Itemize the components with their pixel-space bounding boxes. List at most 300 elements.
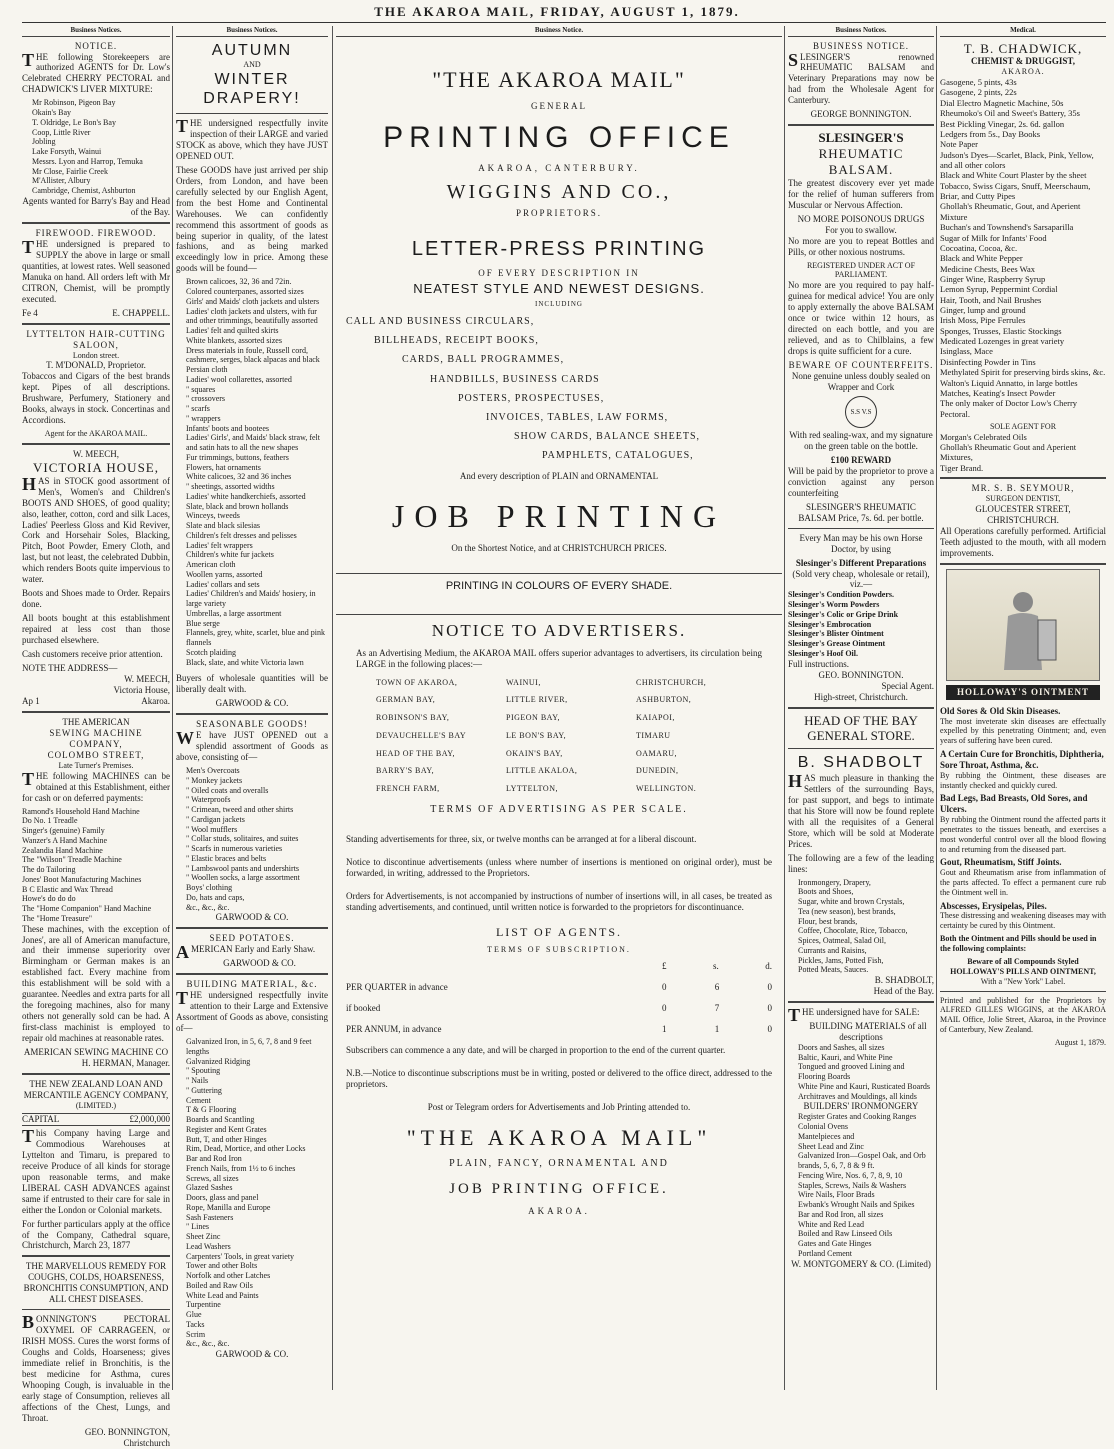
gout-title: Gout, Rheumatism, Stiff Joints. [940, 857, 1062, 868]
list-item: Butt, T, and other Hinges [186, 1134, 267, 1144]
column-5 [940, 26, 1106, 1390]
sewing-title-3: COLOMBO STREET, [47, 749, 145, 760]
list-item: Slate and black silesias [186, 521, 260, 531]
sewing-title-2: SEWING MACHINE COMPANY, [49, 727, 143, 749]
currency-shillings: s. [712, 961, 719, 972]
list-item: Ladies' cloth jackets and ulsters, with fur and other trimmings, beautifully assorted [186, 306, 318, 326]
post-telegram-note: Post or Telegram orders for Advertisements and Job Printing attended to. [427, 1101, 691, 1112]
list-item: Gasogene, 2 pints, 22s [940, 87, 1017, 98]
list-item: Disinfecting Powder in Tins [940, 356, 1036, 367]
list-item: Doors, glass and panel [186, 1193, 259, 1203]
list-item: Boots and Shoes, [798, 887, 854, 897]
job-printing-office: JOB PRINTING OFFICE. [449, 1180, 669, 1197]
subscription-label: if booked [346, 1003, 381, 1014]
lines-list [788, 878, 934, 976]
list-item: Tower and other Bolts [186, 1261, 258, 1271]
list-item: Morgan's Celebrated Oils [940, 431, 1027, 442]
seed-body: AMERICAN Early and Early Shaw. [176, 942, 316, 963]
neatest-style: NEATEST STYLE AND NEWEST DESIGNS. [413, 280, 705, 296]
gloucester-label: GLOUCESTER STREET, [975, 503, 1071, 514]
both-title: Both the Ointment and Pills should be used in the following complaints: [940, 933, 1097, 953]
list-item: Men's Overcoats [186, 766, 240, 776]
place-item: BARRY'S BAY, [376, 766, 435, 776]
seal-icon [845, 396, 877, 428]
place-label: AKAROA, CANTERBURY. [478, 162, 640, 173]
subscription-amount: 1 [714, 1024, 720, 1035]
places-grid [336, 678, 782, 794]
remedy-title: THE MARVELLOUS REMEDY FOR COUGHS, COLDS, HOARSENESS, BRONCHITIS CONSUMPTION, AND ALL CHEST DISEASES. [23, 1261, 169, 1305]
balsam-title: RHEUMATIC BALSAM. [818, 146, 904, 178]
list-item: The do Tailoring [22, 865, 76, 875]
list-item: " Woollen socks, a large assortment [186, 873, 300, 883]
list-item: Jobling [32, 137, 56, 147]
column-header: Business Notice. [336, 26, 782, 37]
column-header: Medical. [940, 26, 1106, 37]
list-item: Galvanized Iron—Gospel Oak, and Orb brands, 5, 6, 7, 8 & 9 ft. [798, 1151, 926, 1171]
list-item: Register Grates and Cooking Ranges [798, 1112, 917, 1122]
nz-title-1: THE NEW ZEALAND LOAN AND [29, 1079, 163, 1090]
agents-wanted: Agents wanted for Barry's Bay and Head of the Bay. [22, 195, 170, 217]
list-item: Do No. 1 Treadle [22, 816, 78, 826]
list-item: Norfolk and other Latches [186, 1271, 271, 1281]
nz-limited: (LIMITED.) [75, 1101, 117, 1111]
sores-title: Old Sores & Old Skin Diseases. [940, 705, 1061, 716]
list-item: Architraves and Mouldings, all kinds [798, 1091, 917, 1101]
list-item: Sheet Lead and Zinc [798, 1141, 864, 1151]
list-item: Lemon Syrup, Peppermint Cordial [940, 284, 1058, 295]
printing-colours: PRINTING IN COLOURS OF EVERY SHADE. [445, 580, 673, 593]
terms-of-subscription: TERMS OF SUBSCRIPTION. [487, 945, 631, 955]
place-item: GERMAN BAY, [376, 695, 436, 705]
subscribers-note: Subscribers can commence a any date, and will be charged in proportion to the end of the current quarter. [346, 1045, 726, 1056]
subscription-amount: 0 [662, 1003, 667, 1014]
victoria-body-4: Cash customers receive prior attention. [22, 649, 163, 660]
bonnington-body: BONNINGTON'S PECTORAL OXYMEL OF CARRAGEEN, or IRISH MOSS. Cures the worst forms of Coughs and Colds, Hoarseness; gives immediate relief in Bronchitis, is the best medicine for Asthma, cures Whooping Cough, is invaluable in the early stage of Consumption, relieves all affections of the Chest, Lungs, and Throat. [22, 1312, 170, 1424]
list-item: Sugar, white and brown Crystals, [798, 897, 905, 907]
service-item: PAMPHLETS, CATALOGUES, [542, 450, 694, 462]
list-item: Winceys, tweeds [186, 511, 240, 521]
victoria-note: NOTE THE ADDRESS— [22, 663, 118, 674]
nz-capital-label: CAPITAL [22, 1113, 60, 1124]
list-item: Ginger, lump and ground [940, 305, 1026, 316]
building-list [176, 1037, 328, 1349]
list-item: Brown calicoes, 32, 36 and 72in. [186, 277, 292, 287]
column-header: Business Notices. [22, 26, 170, 37]
list-item: Dress materials in foule, Russell cord, cashmere, serges, black alpacas and black Persian cloth [186, 345, 320, 375]
column-4 [788, 26, 934, 1390]
bronchitis-body: By rubbing the Ointment, these diseases are instantly checked and quickly cured. [940, 770, 1106, 790]
subscription-label: PER ANNUM, in advance [346, 1024, 442, 1035]
list-item: Lake Forsyth, Wainui [32, 147, 102, 157]
list-item: " Oiled coats and overalls [186, 785, 269, 795]
akaroa-mail-title: "THE AKAROA MAIL" [432, 66, 686, 92]
legs-body: By rubbing the Ointment round the affected parts it penetrates to the tissues beneath, and exercises a most wonderful control over all the blood flowing to and returning from the diseased part. [940, 815, 1106, 854]
list-item: Howe's do do do [22, 894, 76, 904]
subscription-amount: 0 [767, 1024, 772, 1035]
beware-title: BEWARE OF COUNTERFEITS. [788, 359, 934, 370]
list-item: Slesinger's Colic or Gripe Drink [788, 609, 899, 619]
chadwick-title: T. B. CHADWICK, [963, 40, 1083, 56]
akaroa-mail-footer-title: "THE AKAROA MAIL" [406, 1124, 712, 1150]
list-item: Best Pickling Vinegar, 2s. 6d. gallon [940, 118, 1065, 129]
list-item: Slesinger's Embrocation [788, 619, 872, 629]
sole-agent: SOLE AGENT FOR [989, 421, 1057, 431]
place-item: HEAD OF THE BAY, [376, 748, 455, 758]
service-item: POSTERS, PROSPECTUSES, [458, 392, 605, 404]
list-item: Slate, black and brown hollands [186, 501, 289, 511]
list-item: " Elastic braces and belts [186, 853, 267, 863]
list-item: Black and White Court Plaster by the sheet [940, 170, 1087, 181]
list-item: Wanzer's A Hand Machine [22, 835, 107, 845]
subscription-table [336, 982, 782, 1035]
list-item: Flowers, hat ornaments [186, 462, 261, 472]
list-item: Galvanized Ridging [186, 1056, 251, 1066]
list-item: Ewbank's Wrought Nails and Spikes [798, 1200, 915, 1210]
service-item: CARDS, BALL PROGRAMMES, [402, 354, 565, 366]
currency-pounds: £ [662, 961, 667, 972]
list-item: Sheet Zinc [186, 1232, 221, 1242]
no-more-body-2: No more are you required to pay half-guinea for medical advice! You are only to apply externally the above BALSAM once or twice within 12 hours, as directed on each bottle, and you are relieved, and as to Chilblains, a few drops is quite sufficient for a cure. [788, 280, 934, 356]
saloon-title: LYTTELTON HAIR-CUTTING SALOON, [26, 328, 166, 350]
list-item: Ladies' felt wrappers [186, 540, 253, 550]
list-item: Staples, Screws, Nails & Washers [798, 1180, 907, 1190]
list-item: White and Red Lead [798, 1219, 864, 1229]
firewood-sig: E. CHAPPELL. [112, 307, 170, 318]
discontinue-notice: Notice to discontinue advertisements (unless where number of insertions is mentioned on original order), must be forwarded, in writing, addressed to the Proprietors. [346, 856, 772, 878]
list-item: B C Elastic and Wax Thread [22, 884, 113, 894]
firm-name: WIGGINS AND CO., [446, 180, 672, 203]
list-item: " scarfs [186, 404, 210, 414]
list-item: Rim, Dead, Mortice, and other Locks [186, 1144, 306, 1154]
list-item: Zealandia Hand Machine [22, 845, 103, 855]
seymour-title: MR. S. B. SEYMOUR, [971, 483, 1075, 494]
subscription-amount: 6 [714, 982, 720, 993]
list-item: Lead Washers [186, 1241, 231, 1251]
list-item: Boys' clothing [186, 883, 233, 893]
list-item: Gates and Gate Hinges [798, 1239, 872, 1249]
list-item: Children's white fur jackets [186, 550, 274, 560]
abscesses-body: These distressing and weakening diseases may with certainty be cured by this Ointment. [940, 911, 1106, 931]
drapery-intro: THE undersigned respectfully invite inspection of their LARGE and varied STOCK as above, which they have JUST OPENED OUT. [176, 115, 328, 161]
shadbolt-sig-1: B. SHADBOLT, [874, 975, 934, 986]
subscription-amount: 7 [714, 1003, 720, 1014]
building-body: THE undersigned respectfully invite attention to their Large and Extensive Assortment of Goods as above, consisting of— [176, 988, 328, 1034]
drapery-list [176, 277, 328, 667]
list-item: Black and White Pepper [940, 253, 1023, 264]
slesinger-title: SLESINGER'S [818, 130, 904, 146]
list-item: Sponges, Trusses, Elastic Stockings [940, 325, 1062, 336]
list-item: Slesinger's Blister Ointment [788, 629, 884, 639]
printed-date: August 1, 1879. [1054, 1037, 1106, 1047]
list-item: " Monkey jackets [186, 775, 243, 785]
list-item: Dial Electro Magnetic Machine, 50s [940, 97, 1064, 108]
list-item: Buchan's and Townshend's Sarsaparilla [940, 222, 1074, 233]
column-rule [784, 26, 785, 1390]
shadbolt-sig-2: Head of the Bay. [873, 986, 934, 996]
list-item: Glue [186, 1310, 202, 1320]
list-item: Isinglass, Mace [940, 346, 993, 357]
shadbolt-title: B. SHADBOLT [797, 754, 925, 772]
sewing-body: THE following MACHINES can be obtained at this Establishment, either for cash or on deferred payments: [22, 768, 170, 803]
list-item: Cambridge, Chemist, Ashburton [32, 186, 136, 196]
saloon-body: Tobaccos and Cigars of the best brands kept. Pipes of all descriptions. Brushware, Perfumery, Stationery and Books, always in stock. Concertinas and Accordions. [22, 371, 170, 426]
column-1 [22, 26, 170, 1448]
terms-scale: TERMS OF ADVERTISING AS PER SCALE. [430, 803, 688, 815]
nz-body-2: For further particulars apply at the office of the Company, Cathedral square, Christchurch, March 23, 1877 [22, 1218, 170, 1251]
list-item: Glazed Sashes [186, 1183, 233, 1193]
list-item: Singer's (genuine) Family [22, 826, 105, 836]
list-of-agents: LIST OF AGENTS. [495, 924, 623, 939]
list-item: Portland Cement [798, 1248, 852, 1258]
list-item: Fur trimmings, buttons, feathers [186, 452, 289, 462]
bonnington-sig-2: Christchurch [123, 1437, 170, 1448]
autumn-title: AUTUMN [211, 41, 293, 59]
list-item: Colored counterpanes, assorted sizes [186, 287, 304, 297]
notice-to-advertisers: NOTICE TO ADVERTISERS. [431, 620, 687, 640]
place-item: KAIAPOI, [636, 713, 675, 723]
list-item: Ladies' felt and quilted skirts [186, 326, 279, 336]
abscesses-title: Abscesses, Erysipelas, Piles. [940, 900, 1047, 911]
including-label: INCLUDING [535, 300, 583, 309]
christchurch-label: CHRISTCHURCH. [987, 514, 1059, 525]
list-item: Judson's Dyes—Scarlet, Black, Pink, Yellow, and all other colors [940, 149, 1094, 170]
gout-body: Gout and Rheumatism arise from inflammation of the parts affected. To effect a permanent cure rub the Ointment well in. [940, 868, 1106, 897]
list-item: Do, hats and caps, [186, 892, 245, 902]
list-item: Bar and Rod Iron [186, 1154, 242, 1164]
list-item: Woollen yarns, assorted [186, 569, 263, 579]
list-item: Flannels, grey, white, scarlet, blue and pink flannels [186, 628, 325, 648]
list-item: Cocoatina, Cocoa, &c. [940, 242, 1018, 253]
list-item: American cloth [186, 560, 236, 570]
sewing-list [22, 807, 170, 924]
nz-capital-value: £2,000,000 [129, 1113, 170, 1124]
bronchitis-title: A Certain Cure for Bronchitis, Diphtheria, Sore Throat, Asthma, &c. [940, 748, 1104, 770]
list-item: White Lead and Paints [186, 1290, 259, 1300]
list-item: Jones' Boot Manufacturing Machines [22, 874, 142, 884]
list-item: Matches, Keating's Insect Powder [940, 387, 1056, 398]
buyers-note: Buyers of wholesale quantities will be liberally dealt with. [176, 673, 328, 695]
victoria-signoff [22, 696, 170, 707]
list-item: " Cardigan jackets [186, 814, 245, 824]
notice-body: THE following Storekeepers are authorized AGENTS for Dr. Low's Celebrated CHERRY PECTORAL and CHADWICK'S LIVER MIXTURE: [22, 49, 170, 95]
drapery-intro-2: These GOODS have just arrived per ship Orders, from London, and have been carefully selected by our English Agent, from the best Home and Continental Warehouses. We can confidently recommend this assortment of goods as being superior in quality, of the latest fashions, and as being marked exceedingly low in price. Among these goods will be found— [176, 164, 328, 274]
list-item: Ladies' white handkerchiefs, assorted [186, 491, 306, 501]
holloway-illustration [946, 569, 1100, 681]
list-item: Irish Moss, Pipe Ferrules [940, 315, 1026, 326]
place-item: LITTLE AKALOA, [506, 766, 578, 776]
sewing-title-1: THE AMERICAN [62, 717, 130, 728]
subscription-amount: 0 [662, 982, 667, 993]
subscription-amount: 0 [767, 982, 772, 993]
list-item: The "Home Companion" Hand Machine [22, 904, 152, 914]
sole-list [940, 432, 1106, 473]
seasonable-body: WE have JUST OPENED out a splendid assortment of Goods as above, consisting of— [176, 728, 328, 763]
sewing-sig-2: H. HERMAN, Manager. [81, 1058, 170, 1069]
masthead: THE AKAROA MAIL, FRIDAY, AUGUST 1, 1879. [374, 4, 740, 19]
list-item: Rheumoko's Oil and Sweet's Battery, 35s [940, 108, 1080, 119]
list-item: Doors and Sashes, all sizes [798, 1042, 885, 1052]
and-label: AND [243, 60, 261, 70]
for-sale: THE undersigned have for SALE: [788, 1004, 920, 1025]
hotb-title: HEAD OF THE BAY GENERAL STORE. [804, 712, 918, 744]
victoria-house-title: VICTORIA HOUSE, [33, 459, 159, 475]
column-2 [176, 26, 328, 1390]
list-item: Potted Meats, Sauces. [798, 965, 869, 975]
service-item: CALL AND BUSINESS CIRCULARS, [346, 316, 535, 327]
list-item: Ledgers from 5s., Day Books [940, 128, 1041, 139]
proprietors-label: PROPRIETORS. [515, 208, 603, 219]
list-item: " Nails [186, 1076, 209, 1086]
list-item: " wrappers [186, 413, 221, 423]
building-sig: GARWOOD & CO. [215, 1349, 289, 1360]
prep-sig-3: High-street, Christchurch. [814, 691, 908, 702]
column-rule [172, 26, 173, 1390]
following-lines: The following are a few of the leading lines: [788, 852, 934, 874]
list-item: Turpentine [186, 1300, 221, 1310]
victoria-body: HAS in STOCK good assortment of Men's, Women's and Children's BOOTS AND SHOES, of good quality; also, leather, cotton, cord and silk Laces, Ladies' Peerless Gloss and Kid Reviver, Cork and Horsehair Soles, Blacking, Pitch, Boot Powder, Emery Cloth, and last, but not least, the celebrated Dubbin, which renders Boots quite impervious to water. [22, 473, 170, 585]
no-more-body: No more are you to repeat Bottles and Pills, or other noxious nostrums. [788, 235, 934, 257]
list-item: Register and Kent Grates [186, 1124, 267, 1134]
subscription-row [336, 1003, 782, 1014]
agents-list [22, 98, 170, 196]
printing-office-title: PRINTING OFFICE [383, 121, 735, 155]
place-item: TOWN OF AKAROA, [376, 677, 458, 687]
list-item: Colonial Ovens [798, 1122, 848, 1132]
list-item: T & G Flooring [186, 1105, 237, 1115]
standing-advertisements: Standing advertisements for three, six, or twelve months can be arranged at for a liberal discount. [346, 833, 697, 844]
place-item: DEVAUCHELLE'S BAY [376, 730, 467, 740]
place-item: WAINUI, [506, 677, 541, 687]
list-item: Boiled and Raw Linseed Oils [798, 1229, 893, 1239]
list-item: " crossovers [186, 394, 226, 404]
price-note: SLESINGER'S RHEUMATIC BALSAM Price, 7s. 6d. per bottle. [798, 501, 924, 523]
list-item: Cement [186, 1095, 211, 1105]
place-item: LYTTELTON, [506, 784, 558, 794]
subscription-row [336, 1024, 782, 1035]
list-item: Walton's Liquid Annatto, in large bottles [940, 377, 1078, 388]
beware-body: None genuine unless doubly sealed on Wrapper and Cork [791, 370, 931, 392]
holloway-band: HOLLOWAY'S OINTMENT [946, 685, 1100, 700]
montgomery-sig: W. MONTGOMERY & CO. (Limited) [791, 1258, 931, 1269]
notice-sig: GEORGE BONNINGTON. [810, 109, 912, 120]
list-item: Bar and Rod Iron, all sizes [798, 1209, 884, 1219]
list-item: " Lines [186, 1222, 210, 1232]
list-item: Ghollah's Rheumatic Gout and Aperient Mixtures, [940, 442, 1077, 463]
list-item: White calicoes, 32 and 36 inches [186, 472, 292, 482]
place-item: OKAIN'S BAY, [506, 748, 563, 758]
firewood-title: FIREWOOD. FIREWOOD. [35, 227, 157, 238]
sewing-body-2: These machines, with the exception of Jones', are all of American manufacture, and their immense superiority over Birmingham or German makes is an established fact. Every machine from this establishment will be sold with a guarantee. Needles and extra parts for all the foregoing machines, also for many others not generally sold can be had. A first-class machinist is employed to repair old machines at reasonable rates. [22, 923, 170, 1044]
service-item: INVOICES, TABLES, LAW FORMS, [486, 411, 669, 423]
seymour-body: All Operations carefully performed. Artificial Teeth adjusted to the mouth, with all modern improvements. [940, 525, 1106, 558]
column-header: Business Notices. [176, 26, 328, 37]
list-item: Scrim [186, 1329, 206, 1339]
subscription-row [336, 982, 782, 993]
saloon-agent: Agent for the AKAROA MAIL. [44, 429, 148, 439]
victoria-date: Ap 1 [22, 696, 40, 707]
list-item: Rope, Manilla and Europe [186, 1202, 271, 1212]
every-description: OF EVERY DESCRIPTION IN [478, 267, 640, 278]
place-item: DUNEDIN, [636, 766, 679, 776]
figure-icon [978, 580, 1068, 680]
plain-fancy-label: PLAIN, FANCY, ORNAMENTAL AND [449, 1157, 669, 1169]
seed-title: SEED POTATOES. [209, 933, 295, 944]
list-item: Girls' and Maids' cloth jackets and ulsters [186, 296, 320, 306]
list-item: The "Home Treasure" [22, 913, 93, 923]
sewing-sig-1: AMERICAN SEWING MACHINE CO [23, 1047, 169, 1058]
list-item: " Waterproofs [186, 795, 231, 805]
nz-capital [22, 1113, 170, 1126]
list-item: Note Paper [940, 139, 979, 150]
business-notice-title: BUSINESS NOTICE. [812, 40, 909, 51]
list-item: " Guttering [186, 1085, 222, 1095]
orders-notice: Orders for Advertisements, is not accompanied by instructions of number of insertions will, in all cases, be treated as standing advertisements, and continued, until written notice is forwarded to the proprietors for discontinuance. [346, 890, 772, 912]
place-item: ROBINSON'S BAY, [376, 713, 450, 723]
sewing-sub: Late Turner's Premises. [58, 760, 134, 770]
preparations-list [788, 590, 934, 658]
list-item: &c., &c., &c. [186, 902, 230, 912]
list-item: White blankets, assorted sizes [186, 335, 282, 345]
list-item: " Lambswool pants and undershirts [186, 863, 300, 873]
service-item: SHOW CARDS, BALANCE SHEETS, [514, 431, 700, 443]
place-item: WELLINGTON. [636, 784, 697, 794]
list-item: Okain's Bay [32, 108, 71, 118]
list-item: Methylated Spirit for preserving birds skins, &c. [940, 367, 1106, 378]
place-item: FRENCH FARM, [376, 784, 440, 794]
list-item: Mantelpieces and [798, 1131, 855, 1141]
prep-sig-1: GEO. BONNINGTON. [818, 669, 904, 680]
notice-title: NOTICE. [74, 40, 118, 51]
list-item: Flour, best brands, [798, 916, 858, 926]
list-item: Coop, Little River [32, 127, 91, 137]
subscription-amount: 0 [767, 1003, 772, 1014]
list-item: &c., &c., &c. [186, 1339, 230, 1349]
seasonable-title: SEASONABLE GOODS! [196, 719, 308, 730]
firewood-body: THE undersigned is prepared to SUPPLY the above in large or small quantities, at lowest rates. Well seasoned Manuka on hand. All orders left with Mr CITRON, Chemist, will be promptly executed. [22, 236, 170, 304]
akaroa-footer-label: AKAROA. [528, 1206, 590, 1217]
list-item: M'Allister, Albury [32, 176, 91, 186]
column-rule [936, 26, 937, 1390]
winter-drapery-title: WINTER DRAPERY! [203, 70, 301, 108]
general-label: GENERAL [531, 101, 587, 112]
victoria-body-2: Boots and Shoes made to Order. Repairs done. [22, 588, 170, 610]
seasonable-list [176, 766, 328, 912]
list-item: Infants' boots and bootees [186, 423, 269, 433]
list-item: Slesinger's Grease Ointment [788, 639, 886, 649]
list-item: Ghollah's Rheumatic, Gout, and Aperient Mixture [940, 201, 1081, 222]
list-item: French Nails, from 1½ to 6 inches [186, 1163, 296, 1173]
place-item: CHRISTCHURCH, [636, 677, 707, 687]
seasonable-sig: GARWOOD & CO. [215, 912, 289, 923]
list-item: " Crimean, tweed and other shirts [186, 805, 294, 815]
garwood-sig: GARWOOD & CO. [215, 698, 289, 709]
list-item: Tiger Brand. [940, 462, 984, 473]
reward-title: £100 REWARD [830, 454, 892, 465]
shadbolt-body: HAS much pleasure in thanking the Settlers of the surrounding Bays, for past support, and begs to intimate that his Store will now be found replete with all the requisites of a General Store, which will be sold at Moderate Prices. [788, 770, 934, 849]
list-item: Umbrellas, a large assortment [186, 608, 282, 618]
place-item: LE BON'S BAY, [506, 730, 567, 740]
list-item: Baltic, Kauri, and White Pine [798, 1052, 893, 1062]
preparations-title: Slesinger's Different Preparations [795, 557, 927, 568]
list-item: Boiled and Raw Oils [186, 1280, 253, 1290]
list-item: Pickles, Jams, Potted Fish, [798, 955, 884, 965]
list-item: Blue serge [186, 618, 220, 628]
column-rule [332, 26, 333, 1390]
every-man-note: Every Man may be his own Horse Doctor, by using [799, 532, 923, 554]
bonnington-sig-1: GEO. BONNINGTON, [84, 1427, 170, 1438]
business-notice-body: SLESINGER'S renowned RHEUMATIC BALSAM and Veterinary Preparations may now be had from the Wholesale Agent for Canterbury. [788, 49, 934, 106]
list-item: Ironmongery, Drapery, [798, 877, 871, 887]
